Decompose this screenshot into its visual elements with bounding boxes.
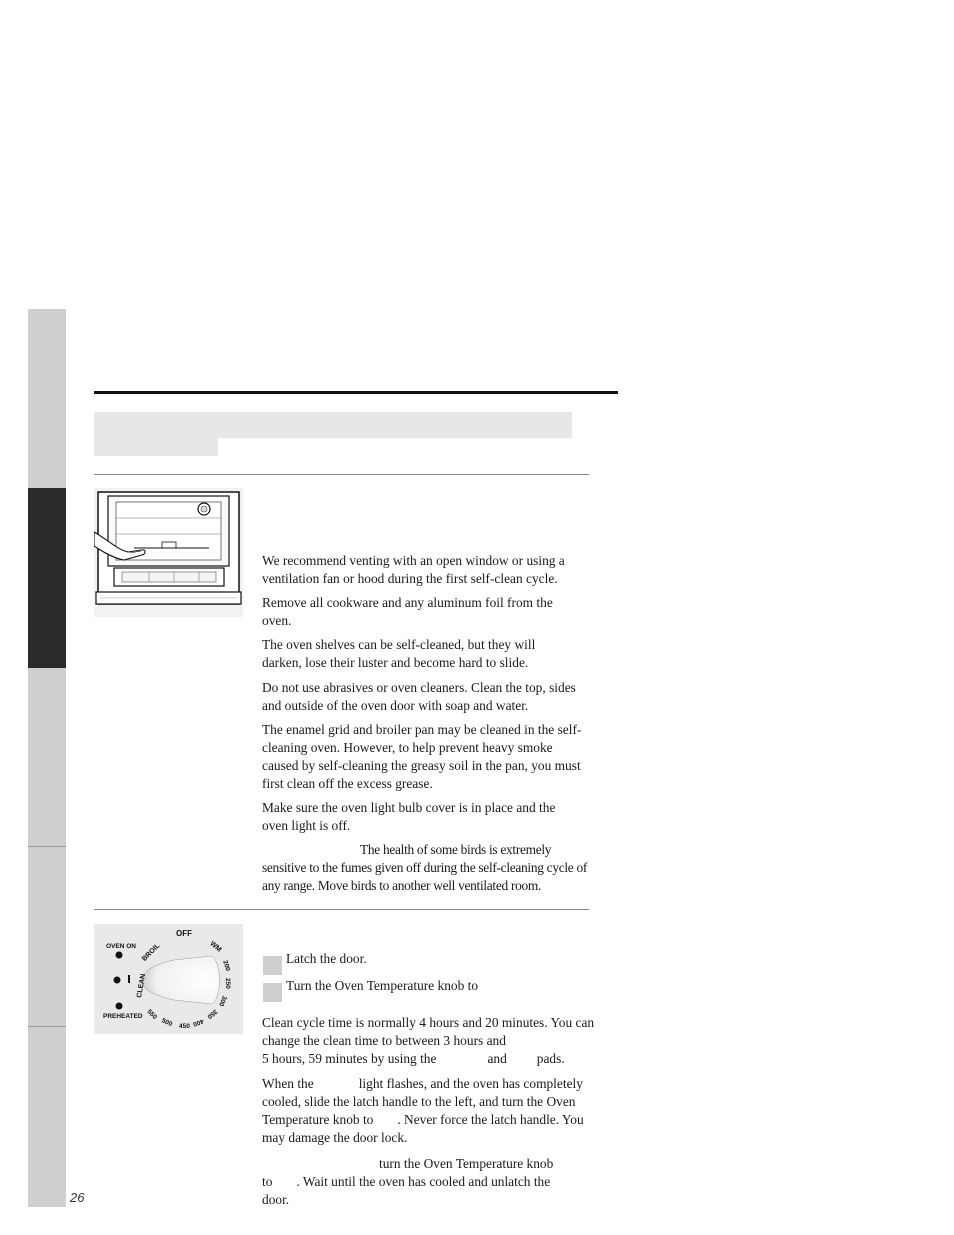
stop-cycle-paragraph <box>262 1155 562 1209</box>
knob-label-350: 350 <box>205 1007 219 1020</box>
knob-label-450: 450 <box>179 1023 190 1030</box>
side-tab-3 <box>28 668 66 1207</box>
latch-release-text-1: When the <box>262 1076 314 1091</box>
knob-label-clean: CLEAN <box>136 973 148 999</box>
prepare-paragraph-shelves: The oven shelves can be self-cleaned, but they will darken, lose their luster and become hard to slide. <box>262 637 536 670</box>
oven-temperature-knob-illustration <box>94 924 243 1034</box>
prepare-paragraph-broiler-pan: The enamel grid and broiler pan may be cleaned in the self-cleaning oven. However, to help prevent heavy smoke caused by self-cleaning the greasy soil in the pan, you must first clean off the excess grease. <box>262 722 582 791</box>
oven-on-light <box>116 952 123 959</box>
page-number: 26 <box>70 1190 85 1205</box>
title-band <box>94 412 572 438</box>
oven-illustration <box>94 488 243 617</box>
step-turn-knob: Turn the Oven Temperature knob to <box>286 978 479 993</box>
section-divider <box>94 909 589 910</box>
knob-label-400: 400 <box>191 1017 205 1028</box>
latch-release-paragraph <box>262 1075 592 1147</box>
step-latch-door: Latch the door. <box>286 951 367 966</box>
side-tab-active <box>28 488 66 668</box>
knob-label-500: 500 <box>160 1017 174 1029</box>
header-rule <box>94 391 618 394</box>
birds-text: The health of some birds is extremely sensitive to the fumes given off during the self-cleaning cycle of any range. Move birds to another well ventilated room. <box>262 842 588 893</box>
clean-time-pads: pads. <box>536 1051 565 1066</box>
oven-drawing <box>94 488 243 617</box>
knob-drawing <box>94 924 243 1034</box>
clean-time-paragraph <box>262 1014 597 1068</box>
latch-release-text-3: . Never force the latch handle. You may damage the door lock. <box>262 1112 584 1145</box>
clean-time-text-2: 5 hours, 59 minutes by using the <box>262 1051 437 1066</box>
knob-label-broil: BROIL <box>141 942 162 963</box>
prepare-paragraph-abrasives: Do not use abrasives or oven cleaners. Clean the top, sides and outside of the oven door with soap and water. <box>262 680 576 713</box>
side-tab-1 <box>28 309 66 488</box>
title-band-tail <box>94 438 218 456</box>
stop-cycle-text-1: turn the Oven Temperature knob to <box>262 1156 554 1189</box>
prepare-paragraph-birds <box>262 841 594 895</box>
step-marker-2 <box>263 983 282 1002</box>
indicator-label-preheated: PREHEATED <box>103 1013 143 1020</box>
prepare-paragraph-cookware: Remove all cookware and any aluminum foil from the oven. <box>262 595 553 628</box>
knob-label-300: 300 <box>217 994 228 1008</box>
knob-label-warm: WM <box>208 940 223 954</box>
side-tab-divider <box>28 846 66 847</box>
knob-label-off: OFF <box>176 929 192 938</box>
latch-release-text-2: light flashes, and the oven has completely cooled, slide the latch handle to the left, and turn the Oven Temperature knob to <box>262 1076 583 1127</box>
prepare-paragraph-light: Make sure the oven light bulb cover is in place and the oven light is off. <box>262 800 556 833</box>
prepare-paragraph-vent: We recommend venting with an open window or using a ventilation fan or hood during the first self-clean cycle. <box>262 553 565 586</box>
preheated-light <box>116 1003 123 1010</box>
clean-time-text: Clean cycle time is normally 4 hours and 20 minutes. You can change the clean time to between 3 hours and <box>262 1015 595 1048</box>
clean-time-and: and <box>487 1051 507 1066</box>
clean-mode-dot <box>114 977 121 984</box>
section-divider <box>94 474 589 475</box>
side-tab-divider <box>28 1026 66 1027</box>
knob-label-550: 550 <box>145 1008 159 1021</box>
indicator-label-oven-on: OVEN ON <box>106 943 136 950</box>
knob-label-250: 250 <box>224 978 231 989</box>
step-marker-1 <box>263 956 282 975</box>
stop-cycle-text-2: . Wait until the oven has cooled and unlatch the door. <box>262 1174 551 1207</box>
knob-label-200: 200 <box>221 959 232 973</box>
